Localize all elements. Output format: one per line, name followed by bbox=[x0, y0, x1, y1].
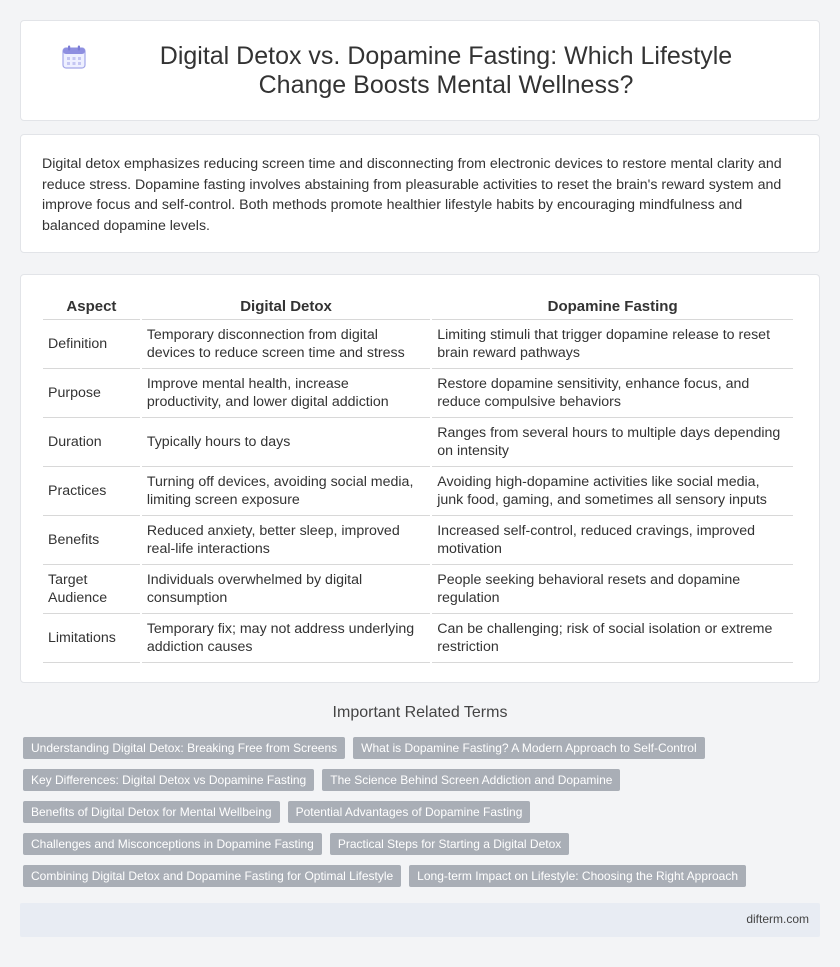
row-aspect: Benefits bbox=[43, 516, 140, 565]
header-aspect: Aspect bbox=[43, 294, 140, 320]
row-dopamine-fasting: Restore dopamine sensitivity, enhance focus, and reduce compulsive behaviors bbox=[432, 369, 793, 418]
row-aspect: Practices bbox=[43, 467, 140, 516]
related-term-link[interactable]: Challenges and Misconceptions in Dopamine Fasting bbox=[23, 833, 322, 855]
page-title: Digital Detox vs. Dopamine Fasting: Which Lifestyle Change Boosts Mental Wellness? bbox=[159, 41, 733, 99]
row-aspect: Limitations bbox=[43, 614, 140, 663]
row-dopamine-fasting: People seeking behavioral resets and dopamine regulation bbox=[432, 565, 793, 614]
table-row bbox=[43, 516, 793, 565]
row-digital-detox: Temporary disconnection from digital devices to reduce screen time and stress bbox=[142, 320, 430, 369]
row-dopamine-fasting: Ranges from several hours to multiple days depending on intensity bbox=[432, 418, 793, 467]
related-term-link[interactable]: Understanding Digital Detox: Breaking Free from Screens bbox=[23, 737, 345, 759]
row-digital-detox: Typically hours to days bbox=[142, 418, 430, 467]
row-digital-detox: Individuals overwhelmed by digital consumption bbox=[142, 565, 430, 614]
header-card bbox=[20, 20, 820, 121]
row-aspect: Definition bbox=[43, 320, 140, 369]
related-term-link[interactable]: The Science Behind Screen Addiction and Dopamine bbox=[322, 769, 620, 791]
related-term-link[interactable]: Potential Advantages of Dopamine Fasting bbox=[288, 801, 531, 823]
intro-paragraph: Digital detox emphasizes reducing screen time and disconnecting from electronic devices to restore mental clarity and reduce stress. Dopamine fasting involves abstaining from pleasurable activities to reset the brain's reward system and improve focus and self-control. Both methods promote healthier lifestyle habits by encouraging mindfulness and balanced dopamine levels. bbox=[42, 156, 782, 234]
table-header-row bbox=[43, 294, 793, 320]
row-digital-detox: Temporary fix; may not address underlying addiction causes bbox=[142, 614, 430, 663]
header-digital-detox: Digital Detox bbox=[142, 294, 430, 320]
row-dopamine-fasting: Avoiding high-dopamine activities like social media, junk food, gaming, and sometimes all sensory inputs bbox=[432, 467, 793, 516]
footer-site-link[interactable]: difterm.com bbox=[746, 912, 809, 926]
table-row bbox=[43, 467, 793, 516]
row-dopamine-fasting: Increased self-control, reduced cravings, improved motivation bbox=[432, 516, 793, 565]
row-digital-detox: Improve mental health, increase productivity, and lower digital addiction bbox=[142, 369, 430, 418]
related-term-link[interactable]: What is Dopamine Fasting? A Modern Approach to Self-Control bbox=[353, 737, 705, 759]
related-term-link[interactable]: Key Differences: Digital Detox vs Dopamine Fasting bbox=[23, 769, 314, 791]
table-row bbox=[43, 320, 793, 369]
related-term-link[interactable]: Combining Digital Detox and Dopamine Fasting for Optimal Lifestyle bbox=[23, 865, 401, 887]
comparison-table bbox=[41, 294, 795, 663]
row-aspect: Target Audience bbox=[43, 565, 140, 614]
intro-card bbox=[20, 134, 820, 253]
related-term-link[interactable]: Benefits of Digital Detox for Mental Wellbeing bbox=[23, 801, 280, 823]
calendar-icon bbox=[61, 44, 87, 70]
table-row bbox=[43, 418, 793, 467]
footer bbox=[20, 903, 820, 937]
row-digital-detox: Reduced anxiety, better sleep, improved real-life interactions bbox=[142, 516, 430, 565]
row-dopamine-fasting: Limiting stimuli that trigger dopamine release to reset brain reward pathways bbox=[432, 320, 793, 369]
row-digital-detox: Turning off devices, avoiding social media, limiting screen exposure bbox=[142, 467, 430, 516]
related-terms-title: Important Related Terms bbox=[332, 704, 508, 721]
related-term-link[interactable]: Practical Steps for Starting a Digital Detox bbox=[330, 833, 569, 855]
comparison-table-card bbox=[20, 274, 820, 683]
row-aspect: Duration bbox=[43, 418, 140, 467]
row-aspect: Purpose bbox=[43, 369, 140, 418]
table-row bbox=[43, 614, 793, 663]
table-row bbox=[43, 369, 793, 418]
related-terms-list bbox=[23, 737, 823, 887]
related-term-link[interactable]: Long-term Impact on Lifestyle: Choosing the Right Approach bbox=[409, 865, 746, 887]
row-dopamine-fasting: Can be challenging; risk of social isolation or extreme restriction bbox=[432, 614, 793, 663]
table-row bbox=[43, 565, 793, 614]
header-dopamine-fasting: Dopamine Fasting bbox=[432, 294, 793, 320]
